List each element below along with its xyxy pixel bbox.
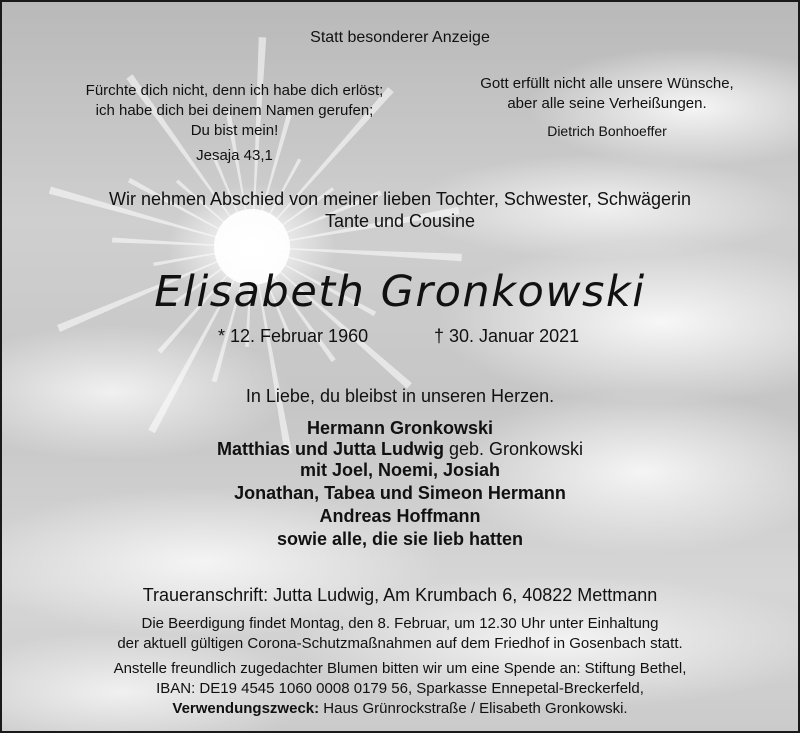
deceased-name: Elisabeth Gronkowski bbox=[154, 267, 646, 317]
quote-right bbox=[442, 74, 772, 141]
birth-date: * 12. Februar 1960 bbox=[218, 326, 369, 346]
quote-right-line: aber alle seine Verheißungen. bbox=[507, 95, 707, 112]
intro-line: Tante und Cousine bbox=[324, 211, 476, 231]
quote-left-line: Du bist mein! bbox=[190, 122, 279, 139]
donation-line: Anstelle freundlich zugedachter Blumen bitten wir um eine Spende an: Stiftung Bethel, bbox=[113, 660, 687, 677]
quote-left bbox=[57, 81, 412, 166]
quote-left-source: Jesaja 43,1 bbox=[196, 147, 273, 164]
purpose-text: Haus Grünrockstraße / Elisabeth Gronkowski. bbox=[319, 700, 628, 717]
mourner-line: Jonathan, Tabea und Simeon Hermann bbox=[234, 483, 566, 503]
quote-right-line: Gott erfüllt nicht alle unsere Wünsche, bbox=[480, 75, 734, 92]
funeral-line: der aktuell gültigen Corona-Schutzmaßnahmen auf dem Friedhof in Gosenbach statt. bbox=[117, 635, 683, 652]
address-line: Traueranschrift: Jutta Ludwig, Am Krumbach 6, 40822 Mettmann bbox=[142, 585, 658, 605]
mourner-line: mit Joel, Noemi, Josiah bbox=[299, 460, 501, 480]
funeral-line: Die Beerdigung findet Montag, den 8. Februar, um 12.30 Uhr unter Einhaltung bbox=[141, 615, 659, 632]
motto: In Liebe, du bleibst in unseren Herzen. bbox=[245, 386, 555, 406]
header-text: Statt besonderer Anzeige bbox=[310, 29, 490, 46]
purpose-line bbox=[2, 699, 798, 719]
death-date: † 30. Januar 2021 bbox=[434, 326, 580, 346]
purpose-label: Verwendungszweck: bbox=[172, 700, 320, 717]
donation-line: IBAN: DE19 4545 1060 0008 0179 56, Sparkasse Ennepetal-Breckerfeld, bbox=[156, 680, 644, 697]
mourner-line: Hermann Gronkowski bbox=[306, 418, 494, 438]
mourner-line: sowie alle, die sie lieb hatten bbox=[276, 529, 524, 549]
quote-left-line: ich habe dich bei deinem Namen gerufen; bbox=[95, 102, 374, 119]
quote-right-source: Dietrich Bonhoeffer bbox=[547, 123, 667, 139]
mourner-line: Andreas Hoffmann bbox=[319, 506, 481, 526]
mourner-name: Matthias und Jutta Ludwig bbox=[216, 439, 444, 459]
mourner-line bbox=[2, 438, 798, 460]
quote-left-line: Fürchte dich nicht, denn ich habe dich erlöst; bbox=[85, 82, 384, 99]
intro-line: Wir nehmen Abschied von meiner lieben Tochter, Schwester, Schwägerin bbox=[109, 189, 691, 209]
mourner-maiden-name: geb. Gronkowski bbox=[443, 439, 584, 459]
